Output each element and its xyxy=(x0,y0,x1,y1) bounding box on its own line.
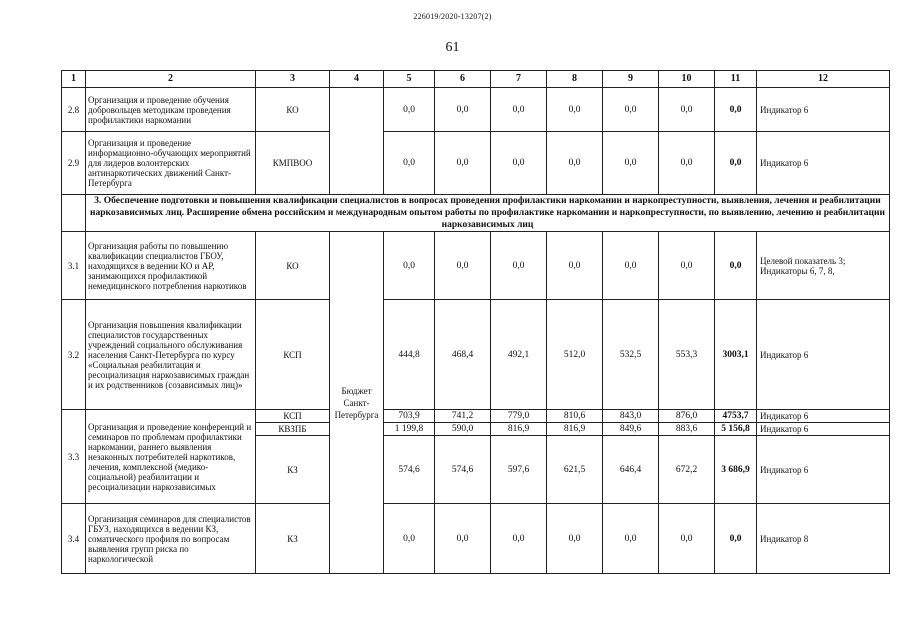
row-number: 2.9 xyxy=(62,132,86,195)
row-number: 3.3 xyxy=(62,410,86,504)
activity-description: Организация работы по повышению квалификации специалистов ГБОУ, находящихся в ведении КО и АР, занимающихся профилактикой немедицинского потребления наркотиков xyxy=(86,232,256,300)
value-cell: 741,2 xyxy=(435,410,491,423)
activity-description: Организация и проведение информационно-обучающих мероприятий для лидеров волонтерских антинаркотических движений Санкт-Петербурга xyxy=(86,132,256,195)
value-cell: 621,5 xyxy=(547,436,603,504)
value-cell: 0,0 xyxy=(491,88,547,132)
value-cell: 816,9 xyxy=(547,423,603,436)
column-header: 6 xyxy=(435,71,491,88)
table-row-3-2 xyxy=(62,300,890,410)
value-cell: 0,0 xyxy=(659,132,715,195)
value-cell: 0,0 xyxy=(491,504,547,574)
program-table xyxy=(61,70,890,574)
value-cell: 444,8 xyxy=(384,300,435,410)
activity-description: Организация и проведение обучения добровольцев методикам проведения профилактики наркомании xyxy=(86,88,256,132)
value-cell: 0,0 xyxy=(547,232,603,300)
column-header-row xyxy=(62,71,890,88)
indicator-cell: Индикатор 6 xyxy=(757,88,890,132)
total-cell: 0,0 xyxy=(715,88,757,132)
value-cell: 0,0 xyxy=(435,132,491,195)
executor: КО xyxy=(256,232,330,300)
total-cell: 0,0 xyxy=(715,504,757,574)
indicator-cell: Индикатор 6 xyxy=(757,423,890,436)
table-row-3-1 xyxy=(62,232,890,300)
section-heading-spacer xyxy=(62,195,86,232)
row-number: 3.2 xyxy=(62,300,86,410)
table-row-2-8 xyxy=(62,88,890,132)
value-cell: 0,0 xyxy=(491,132,547,195)
value-cell: 0,0 xyxy=(435,232,491,300)
value-cell: 512,0 xyxy=(547,300,603,410)
total-cell: 3003,1 xyxy=(715,300,757,410)
value-cell: 0,0 xyxy=(603,504,659,574)
value-cell: 553,3 xyxy=(659,300,715,410)
section-heading-row xyxy=(62,195,890,232)
total-cell: 0,0 xyxy=(715,132,757,195)
value-cell: 0,0 xyxy=(384,132,435,195)
value-cell: 0,0 xyxy=(603,132,659,195)
funding-source: Бюджет Санкт-Петербурга xyxy=(330,232,384,574)
value-cell: 843,0 xyxy=(603,410,659,423)
column-header: 4 xyxy=(330,71,384,88)
indicator-cell: Целевой показатель 3; Индикаторы 6, 7, 8, xyxy=(757,232,890,300)
column-header: 5 xyxy=(384,71,435,88)
total-cell: 3 686,9 xyxy=(715,436,757,504)
value-cell: 849,6 xyxy=(603,423,659,436)
column-header: 10 xyxy=(659,71,715,88)
executor: КВЗПБ xyxy=(256,423,330,436)
funding-source-cell xyxy=(330,88,384,132)
value-cell: 492,1 xyxy=(491,300,547,410)
row-number: 2.8 xyxy=(62,88,86,132)
value-cell: 0,0 xyxy=(659,88,715,132)
indicator-cell: Индикатор 8 xyxy=(757,504,890,574)
executor: КСП xyxy=(256,300,330,410)
executor: КЗ xyxy=(256,504,330,574)
table-row-3-4 xyxy=(62,504,890,574)
value-cell: 672,2 xyxy=(659,436,715,504)
value-cell: 574,6 xyxy=(384,436,435,504)
value-cell: 0,0 xyxy=(603,88,659,132)
column-header: 11 xyxy=(715,71,757,88)
column-header: 3 xyxy=(256,71,330,88)
indicator-cell: Индикатор 6 xyxy=(757,410,890,423)
value-cell: 0,0 xyxy=(491,232,547,300)
value-cell: 0,0 xyxy=(384,504,435,574)
table-row-3-3-ksp xyxy=(62,410,890,423)
executor: КСП xyxy=(256,410,330,423)
value-cell: 0,0 xyxy=(547,132,603,195)
value-cell: 532,5 xyxy=(603,300,659,410)
page-number: 61 xyxy=(445,40,460,55)
row-number: 3.4 xyxy=(62,504,86,574)
value-cell: 0,0 xyxy=(603,232,659,300)
activity-description: Организация и проведение конференций и семинаров по проблемам профилактики наркомании, раннего выявления незаконных потребителей наркотиков, лечения, комплексной (медико-социальной) реабилитации и ресоциализации наркозависимых xyxy=(86,410,256,504)
value-cell: 590,0 xyxy=(435,423,491,436)
value-cell: 0,0 xyxy=(659,504,715,574)
value-cell: 646,4 xyxy=(603,436,659,504)
value-cell: 597,6 xyxy=(491,436,547,504)
column-header: 7 xyxy=(491,71,547,88)
value-cell: 0,0 xyxy=(435,88,491,132)
indicator-cell: Индикатор 6 xyxy=(757,132,890,195)
value-cell: 0,0 xyxy=(547,504,603,574)
value-cell: 0,0 xyxy=(384,88,435,132)
indicator-cell: Индикатор 6 xyxy=(757,300,890,410)
executor: КО xyxy=(256,88,330,132)
row-number: 3.1 xyxy=(62,232,86,300)
total-cell: 0,0 xyxy=(715,232,757,300)
value-cell: 0,0 xyxy=(435,504,491,574)
value-cell: 876,0 xyxy=(659,410,715,423)
program-table-container xyxy=(61,70,885,574)
activity-description: Организация повышения квалификации специалистов государственных учреждений социального обслуживания населения Санкт-Петербурга по курсу «Социальная реабилитация и ресоциализация наркозависимых граждан и их родственников (созависимых лиц)» xyxy=(86,300,256,410)
section-heading: 3. Обеспечение подготовки и повышения квалификации специалистов в вопросах проведения профилактики наркомании и наркопреступности, выявления, лечения и реабилитации наркозависимых лиц. Расширение обмена российским и международным опытом работы по профилактике наркомании и наркопреступности, по выявлению, лечению и реабилитации наркозависимых лиц xyxy=(86,195,890,232)
table-row-2-9 xyxy=(62,132,890,195)
executor: КЗ xyxy=(256,436,330,504)
column-header: 2 xyxy=(86,71,256,88)
column-header: 1 xyxy=(62,71,86,88)
column-header: 12 xyxy=(757,71,890,88)
value-cell: 468,4 xyxy=(435,300,491,410)
value-cell: 0,0 xyxy=(547,88,603,132)
document-id: 226019/2020-13207(2) xyxy=(413,12,492,21)
funding-source-cell xyxy=(330,132,384,195)
value-cell: 816,9 xyxy=(491,423,547,436)
value-cell: 0,0 xyxy=(659,232,715,300)
activity-description: Организация семинаров для специалистов ГБУЗ, находящихся в ведении КЗ, соматического профиля по вопросам выявления групп риска по наркологической xyxy=(86,504,256,574)
value-cell: 703,9 xyxy=(384,410,435,423)
value-cell: 1 199,8 xyxy=(384,423,435,436)
total-cell: 5 156,8 xyxy=(715,423,757,436)
indicator-cell: Индикатор 6 xyxy=(757,436,890,504)
value-cell: 779,0 xyxy=(491,410,547,423)
value-cell: 0,0 xyxy=(384,232,435,300)
value-cell: 810,6 xyxy=(547,410,603,423)
total-cell: 4753,7 xyxy=(715,410,757,423)
value-cell: 574,6 xyxy=(435,436,491,504)
column-header: 8 xyxy=(547,71,603,88)
executor: КМПВОО xyxy=(256,132,330,195)
value-cell: 883,6 xyxy=(659,423,715,436)
column-header: 9 xyxy=(603,71,659,88)
